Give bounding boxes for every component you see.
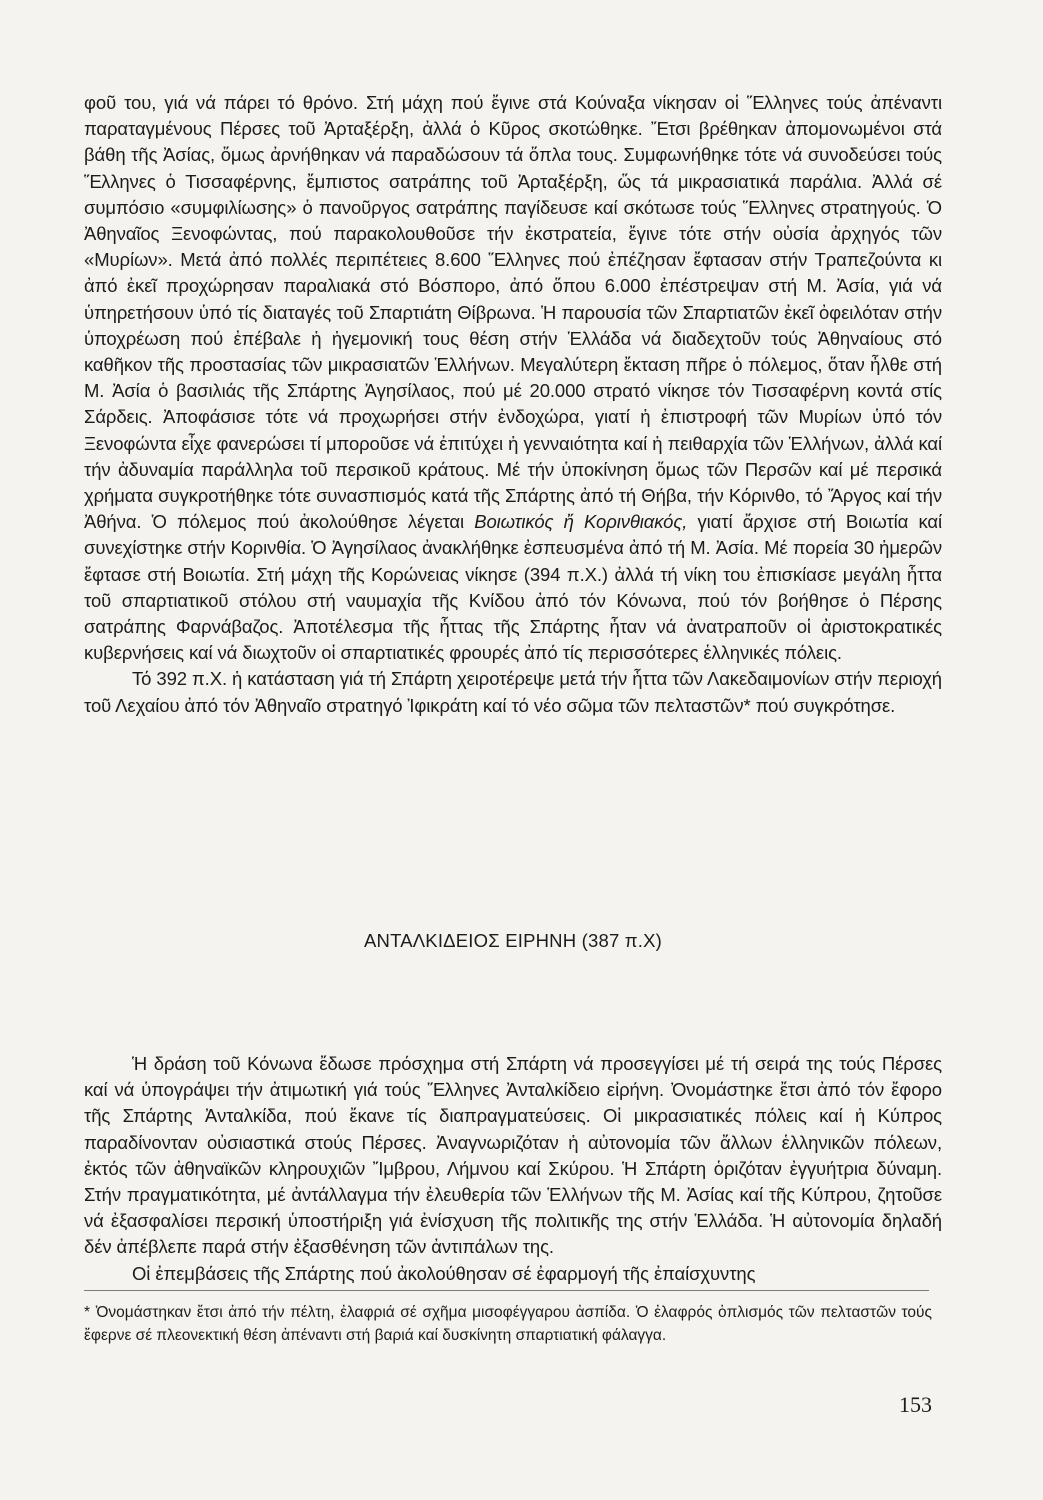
footnote	[84, 1302, 932, 1347]
paragraph-continuation	[84, 90, 942, 666]
body-text-top	[84, 90, 942, 719]
paragraph-interventions: Οἱ ἐπεμβάσεις τῆς Σπάρτης πού ἀκολούθησαν σέ ἐφαρμογή τῆς ἐπαίσχυντης	[132, 1262, 756, 1284]
section-heading: ΑΝΤΑΛΚΙΔΕΙΟΣ ΕΙΡΗΝΗ (387 π.Χ)	[363, 930, 662, 951]
paragraph-text: γιατί ἄρχισε στή Βοιωτία καί συνεχίστηκε στήν Κορινθία. Ὁ Ἀγησίλαος ἀνακλήθηκε ἐσπευσμένα ἀπό τή Μ. Ἀσία. Μέ πορεία 30 ἡμερῶν ἔφτασε στή Βοιωτία. Στή μάχη τῆς Κορώνειας νίκησε (394 π.Χ.) ἀλλά τή νίκη του ἐπισκίασε μεγάλη ἧττα τοῦ σπαρτιατικοῦ στόλου στή ναυμαχία τῆς Κνίδου ἀπό τόν Κόνωνα, πού τόν βοήθησε ὁ Πέρσης σατράπης Φαρνάβαζος. Ἀποτέλεσμα τῆς ἧττας τῆς Σπάρτης ἦταν νά ἀνατραποῦν οἱ ἀριστοκρατικές κυβερνήσεις καί νά διωχτοῦν οἱ σπαρτιατικές φρουρές ἀπό τίς περισσότερες ἑλληνικές πόλεις.	[84, 511, 942, 664]
war-name-italic: Βοιωτικός ἤ Κορινθιακός,	[474, 511, 688, 533]
footnote-divider	[84, 1290, 929, 1291]
body-text-bottom	[84, 1051, 942, 1287]
paragraph-antalcidas: Ἡ δράση τοῦ Κόνωνα ἔδωσε πρόσχημα στή Σπάρτη νά προσεγγίσει μέ τή σειρά της τούς Πέρσες καί νά ὑπογράψει τήν ἀτιμωτική γιά τούς Ἕλληνες Ἀνταλκίδειο εἰρήνη. Ὀνομάστηκε ἔτσι ἀπό τόν ἔφορο τῆς Σπάρτης Ἀνταλκίδα, πού ἔκανε τίς διαπραγματεύσεις. Οἱ μικρασιατικές πόλεις καί ἡ Κύπρος παραδίνονταν οὐσιαστικά στούς Πέρσες. Ἀναγνωριζόταν ἡ αὐτονομία τῶν ἄλλων ἑλληνικῶν πόλεων, ἐκτός τῶν ἀθηναϊκῶν κληρουχιῶν Ἴμβρου, Λήμνου καί Σκύρου. Ἡ Σπάρτη ὁριζόταν ἐγγυήτρια δύναμη. Στήν πραγματικότητα, μέ ἀντάλλαγμα τήν ἐλευθερία τῶν Ἑλλήνων τῆς Μ. Ἀσίας καί τῆς Κύπρου, ζητοῦσε νά ἐξασφαλίσει περσική ὑποστήριξη γιά ἐνίσχυση τῆς πολιτικῆς της στήν Ἑλλάδα. Ἡ αὐτονομία δηλαδή δέν ἀπέβλεπε παρά στήν ἐξασθένηση τῶν ἀντιπάλων της.	[84, 1053, 942, 1258]
paragraph-text: φοῦ του, γιά νά πάρει τό θρόνο. Στή μάχη πού ἔγινε στά Κούναξα νίκησαν οἱ Ἕλληνες τούς ἀπέναντι παραταγμένους Πέρσες τοῦ Ἀρταξέρξη, ἀλλά ὁ Κῦρος σκοτώθηκε. Ἔτσι βρέθηκαν ἀπομονωμένοι στά βάθη τῆς Ἀσίας, ὅμως ἀρνήθηκαν νά παραδώσουν τά ὅπλα τους. Συμφωνήθηκε τότε νά συνοδεύσει τούς Ἕλληνες ὁ Τισσαφέρνης, ἔμπιστος σατράπης τοῦ Ἀρταξέρξη, ὥς τά μικρασιατικά παράλια. Ἀλλά σέ συμπόσιο «συμφιλίωσης» ὁ πανοῦργος σατράπης παγίδευσε καί σκότωσε τούς Ἕλληνες στρατηγούς. Ὁ Ἀθηναῖος Ξενοφώντας, πού παρακολουθοῦσε τήν ἐκστρατεία, ἔγινε τότε στήν οὐσία ἀρχηγός τῶν «Μυρίων». Μετά ἀπό πολλές περιπέτειες 8.600 Ἕλληνες πού ἐπέζησαν ἔφτασαν στήν Τραπεζούντα κι ἀπό ἐκεῖ προχώρησαν παραλιακά στό Βόσπορο, ἀπό ὅπου 6.000 ἐπέστρεψαν στή Μ. Ἀσία, γιά νά ὑπηρετήσουν ὑπό τίς διαταγές τοῦ Σπαρτιάτη Θίβρωνα. Ἡ παρουσία τῶν Σπαρτιατῶν ἐκεῖ ὀφειλόταν στήν ὑποχρέωση πού ἐπέβαλε ἡ ἡγεμονική τους θέση στήν Ἑλλάδα νά διαδεχτοῦν τούς Ἀθηναίους στό καθῆκον τῆς προστασίας τῶν μικρασιατῶν Ἑλλήνων. Μεγαλύτερη ἔκταση πῆρε ὁ πόλεμος, ὅταν ἦλθε στή Μ. Ἀσία ὁ βασιλιάς τῆς Σπάρτης Ἀγησίλαος, πού μέ 20.000 στρατό νίκησε τόν Τισσαφέρνη κοντά στίς Σάρδεις. Ἀποφάσισε τότε νά προχωρήσει στήν ἐνδοχώρα, γιατί ἡ ἐπιστροφή τῶν Μυρίων ὑπό τόν Ξενοφώντα εἶχε φανερώσει τί μποροῦσε νά ἐπιτύχει ἡ γενναιότητα καί ἡ πειθαρχία τῶν Ἑλλήνων, ἀλλά καί τήν ἀδυναμία παράλληλα τοῦ περσικοῦ κράτους. Μέ τήν ὑποκίνηση ὅμως τῶν Περσῶν καί μέ περσικά χρήματα συγκροτήθηκε τότε συνασπισμός κατά τῆς Σπάρτης ἀπό τή Θήβα, τήν Κόρινθο, τό Ἄργος καί τήν Ἀθήνα. Ὁ πόλεμος πού ἀκολούθησε λέγεται	[84, 92, 942, 533]
page-number: 153	[899, 1392, 932, 1417]
footnote-text: * Ὀνομάστηκαν ἔτσι ἀπό τήν πέλτη, ἐλαφριά σέ σχῆμα μισοφέγγαρου ἀσπίδα. Ὁ ἐλαφρός ὁπλισμός τῶν πελταστῶν τούς ἔφερνε σέ πλεονεκτική θέση ἀπέναντι στή βαριά καί δυσκίνητη σπαρτιατική φάλαγγα.	[84, 1304, 932, 1344]
paragraph-lechaion: Τό 392 π.Χ. ἡ κατάσταση γιά τή Σπάρτη χειροτέρεψε μετά τήν ἧττα τῶν Λακεδαιμονίων στήν περιοχή τοῦ Λεχαίου ἀπό τόν Ἀθηναῖο στρατηγό Ἰφικράτη καί τό νέο σῶμα τῶν πελταστῶν* πού συγκρότησε.	[84, 668, 942, 716]
